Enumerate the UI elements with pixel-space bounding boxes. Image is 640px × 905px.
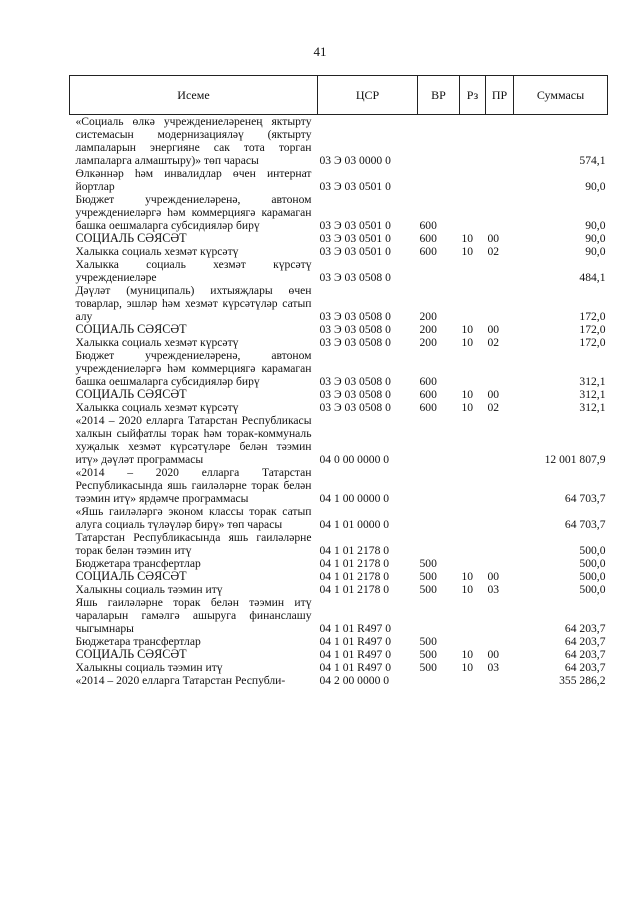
cell-pr: 00: [487, 323, 500, 336]
cell-name: Бюджет учреждениеләренә, автоном учреждениеләргә һәм коммерциягә карамаган башка оешмаларга субсидияләр бирү: [75, 193, 312, 232]
cell-csr: 03 Э 03 0508 0: [319, 310, 391, 323]
cell-vr: 500: [419, 557, 437, 570]
cell-vr: [418, 674, 460, 687]
cell-sum: 90,0: [585, 219, 606, 232]
cell-vr: [418, 414, 460, 466]
cell-name: Өлкәннәр һәм инвалидлар өчен интернат йортлар: [75, 167, 312, 193]
cell-vr: 500: [419, 648, 437, 661]
cell-pr: [486, 258, 514, 284]
table-row: [70, 258, 608, 284]
cell-rz: 10: [461, 336, 474, 349]
cell-csr: 04 1 01 0000 0: [319, 518, 390, 531]
cell-csr: 04 1 01 2178 0: [319, 583, 390, 596]
cell-vr: [418, 258, 460, 284]
cell-rz: [460, 414, 486, 466]
table-row: [70, 648, 608, 661]
page-number: 41: [313, 44, 327, 59]
table-row: [70, 193, 608, 232]
cell-csr: 03 Э 03 0508 0: [319, 401, 391, 414]
cell-vr: 500: [419, 661, 437, 674]
cell-vr: 600: [419, 232, 437, 245]
table-row: [70, 284, 608, 323]
cell-pr: [486, 505, 514, 531]
cell-sum: 64 203,7: [564, 635, 606, 648]
cell-vr: [418, 115, 460, 168]
cell-pr: 00: [487, 648, 500, 661]
cell-vr: 600: [419, 388, 437, 401]
cell-csr: 03 Э 03 0508 0: [319, 336, 391, 349]
cell-pr: 00: [487, 388, 500, 401]
budget-table: [69, 75, 608, 687]
cell-pr: 02: [487, 401, 500, 414]
cell-rz: [460, 505, 486, 531]
cell-rz: [460, 115, 486, 168]
cell-rz: [460, 557, 486, 570]
cell-sum: 172,0: [579, 336, 606, 349]
cell-rz: [460, 167, 486, 193]
table-row: [70, 505, 608, 531]
cell-rz: 10: [461, 323, 474, 336]
cell-csr: 03 Э 03 0508 0: [319, 323, 391, 336]
cell-sum: 500,0: [579, 544, 606, 557]
cell-name: Халыкка социаль хезмәт күрсәтү учреждениеләре: [75, 258, 312, 284]
table-row: [70, 336, 608, 349]
cell-pr: [486, 557, 514, 570]
cell-pr: 03: [487, 661, 500, 674]
cell-pr: 03: [487, 583, 500, 596]
table-header: [70, 76, 608, 115]
cell-pr: [486, 466, 514, 505]
cell-sum: 500,0: [579, 557, 606, 570]
cell-sum: 90,0: [585, 245, 606, 258]
cell-csr: 04 0 00 0000 0: [319, 453, 390, 466]
cell-sum: 500,0: [579, 570, 606, 583]
cell-rz: [460, 596, 486, 635]
cell-pr: [486, 414, 514, 466]
table-row: [70, 661, 608, 674]
table-row: [70, 414, 608, 466]
cell-rz: 10: [461, 245, 474, 258]
cell-pr: [486, 284, 514, 323]
table-row: [70, 115, 608, 168]
cell-sum: 90,0: [585, 232, 606, 245]
cell-sum: 312,1: [579, 388, 606, 401]
cell-csr: 03 Э 03 0501 0: [319, 232, 391, 245]
cell-name: СОЦИАЛЬ СӘЯСӘТ: [75, 387, 187, 401]
cell-sum: 172,0: [579, 323, 606, 336]
cell-vr: 600: [419, 245, 437, 258]
cell-name: «Яшь гаиләләргә эконом классы торак сатып алуга социаль түләүләр бирү» төп чарасы: [75, 505, 312, 531]
table-row: [70, 388, 608, 401]
table-row: [70, 401, 608, 414]
cell-pr: [486, 193, 514, 232]
cell-rz: 10: [461, 388, 474, 401]
cell-sum: 500,0: [579, 583, 606, 596]
table-row: [70, 583, 608, 596]
cell-vr: 200: [419, 310, 437, 323]
cell-name: Халыкка социаль хезмәт күрсәтү: [75, 336, 239, 349]
cell-name: Яшь гаиләләрне торак белән тәэмин итү чараларын гамәлгә ашыруга финанслашу чыгымнары: [75, 596, 312, 635]
cell-pr: [486, 635, 514, 648]
cell-rz: 10: [461, 661, 474, 674]
cell-csr: 03 Э 03 0508 0: [319, 375, 391, 388]
cell-name: Халыкка социаль хезмәт күрсәтү: [75, 401, 239, 414]
table-row: [70, 570, 608, 583]
cell-pr: [486, 349, 514, 388]
cell-pr: 02: [487, 336, 500, 349]
cell-sum: 484,1: [579, 271, 606, 284]
cell-name: Дәүләт (муниципаль) ихтыяҗлары өчен товарлар, эшләр һәм хезмәт күрсәтүләр сатып алу: [75, 284, 312, 323]
cell-vr: 600: [419, 401, 437, 414]
table-row: [70, 349, 608, 388]
cell-name: Бюджетара трансфертлар: [75, 635, 201, 648]
cell-name: Халыкны социаль тәэмин итү: [75, 661, 223, 674]
header-name: Исеме: [70, 76, 318, 115]
cell-csr: 04 1 01 R497 0: [319, 661, 391, 674]
cell-pr: 02: [487, 245, 500, 258]
cell-csr: 03 Э 03 0501 0: [319, 245, 391, 258]
cell-rz: [460, 349, 486, 388]
cell-sum: 64 703,7: [564, 518, 606, 531]
cell-rz: [460, 258, 486, 284]
cell-csr: 04 1 01 R497 0: [319, 635, 391, 648]
cell-csr: 03 Э 03 0501 0: [319, 219, 391, 232]
cell-csr: 04 1 01 2178 0: [319, 570, 390, 583]
cell-vr: 500: [419, 635, 437, 648]
cell-vr: [418, 505, 460, 531]
cell-sum: 64 703,7: [564, 492, 606, 505]
cell-sum: 574,1: [579, 154, 606, 167]
cell-sum: 12 001 807,9: [544, 453, 606, 466]
cell-csr: 04 1 01 R497 0: [319, 648, 391, 661]
cell-sum: 64 203,7: [564, 648, 606, 661]
cell-vr: 600: [419, 375, 437, 388]
cell-name: Бюджет учреждениеләренә, автоном учреждениеләргә һәм коммерциягә карамаган башка оешмаларга субсидияләр бирү: [75, 349, 312, 388]
cell-csr: 03 Э 03 0501 0: [319, 180, 391, 193]
cell-rz: [460, 531, 486, 557]
cell-name: «2014 – 2020 елларга Татарстан Республи-: [75, 674, 286, 687]
cell-sum: 355 286,2: [559, 674, 606, 687]
cell-pr: [486, 167, 514, 193]
table-row: [70, 167, 608, 193]
cell-sum: 64 203,7: [564, 622, 606, 635]
cell-sum: 64 203,7: [564, 661, 606, 674]
cell-rz: [460, 635, 486, 648]
header-sum: Суммасы: [514, 76, 608, 115]
cell-name: «2014 – 2020 елларга Татарстан Республикасы халкын сыйфатлы торак һәм торак-коммуналь хуҗалык хезмәт күрсәтүләре белән тәэмин итү» дәүләт программасы: [75, 414, 312, 466]
header-rz: Рз: [460, 76, 486, 115]
table-row: [70, 531, 608, 557]
cell-pr: [486, 674, 514, 687]
cell-rz: [460, 674, 486, 687]
table-row: [70, 245, 608, 258]
table-row: [70, 674, 608, 687]
cell-vr: 200: [419, 336, 437, 349]
cell-pr: [486, 596, 514, 635]
cell-sum: 90,0: [585, 180, 606, 193]
cell-name: «Социаль өлкә учреждениеләренең яктырту системасын модернизацияләү (яктырту лампаларын энергияне сак тота торган лампаларга алмаштыру)» төп чарасы: [75, 115, 312, 167]
cell-vr: 500: [419, 583, 437, 596]
cell-csr: 03 Э 03 0508 0: [319, 388, 391, 401]
cell-sum: 172,0: [579, 310, 606, 323]
cell-vr: 500: [419, 570, 437, 583]
table-row: [70, 596, 608, 635]
header-csr: ЦСР: [318, 76, 418, 115]
cell-csr: 04 1 01 2178 0: [319, 557, 390, 570]
cell-csr: 03 Э 03 0000 0: [319, 154, 391, 167]
cell-rz: 10: [461, 401, 474, 414]
cell-csr: 04 1 01 R497 0: [319, 622, 391, 635]
cell-rz: [460, 193, 486, 232]
cell-rz: [460, 284, 486, 323]
header-pr: ПР: [486, 76, 514, 115]
cell-csr: 04 2 00 0000 0: [319, 674, 390, 687]
cell-rz: [460, 466, 486, 505]
cell-rz: 10: [461, 570, 474, 583]
cell-pr: 00: [487, 570, 500, 583]
cell-name: Бюджетара трансфертлар: [75, 557, 201, 570]
cell-name: Халыкны социаль тәэмин итү: [75, 583, 223, 596]
table-row: [70, 466, 608, 505]
cell-name: СОЦИАЛЬ СӘЯСӘТ: [75, 647, 187, 661]
cell-name: СОЦИАЛЬ СӘЯСӘТ: [75, 231, 187, 245]
cell-csr: 03 Э 03 0508 0: [319, 271, 391, 284]
cell-name: Татарстан Республикасында яшь гаиләләрне торак белән тәэмин итү: [75, 531, 312, 557]
cell-vr: [418, 596, 460, 635]
cell-vr: [418, 531, 460, 557]
cell-rz: 10: [461, 232, 474, 245]
cell-name: СОЦИАЛЬ СӘЯСӘТ: [75, 569, 187, 583]
cell-vr: 200: [419, 323, 437, 336]
cell-pr: 00: [487, 232, 500, 245]
cell-csr: 04 1 01 2178 0: [319, 544, 390, 557]
cell-name: Халыкка социаль хезмәт күрсәтү: [75, 245, 239, 258]
table-row: [70, 323, 608, 336]
cell-csr: 04 1 00 0000 0: [319, 492, 390, 505]
cell-vr: [418, 167, 460, 193]
cell-sum: 312,1: [579, 401, 606, 414]
cell-vr: [418, 466, 460, 505]
cell-sum: 312,1: [579, 375, 606, 388]
cell-pr: [486, 115, 514, 168]
table-row: [70, 232, 608, 245]
cell-rz: 10: [461, 648, 474, 661]
header-vr: ВР: [418, 76, 460, 115]
cell-rz: 10: [461, 583, 474, 596]
cell-vr: 600: [419, 219, 437, 232]
cell-name: «2014 – 2020 елларга Татарстан Республикасында яшь гаиләләрне торак белән тәэмин итү» ярдәмче программасы: [75, 466, 312, 505]
cell-pr: [486, 531, 514, 557]
cell-name: СОЦИАЛЬ СӘЯСӘТ: [75, 322, 187, 336]
